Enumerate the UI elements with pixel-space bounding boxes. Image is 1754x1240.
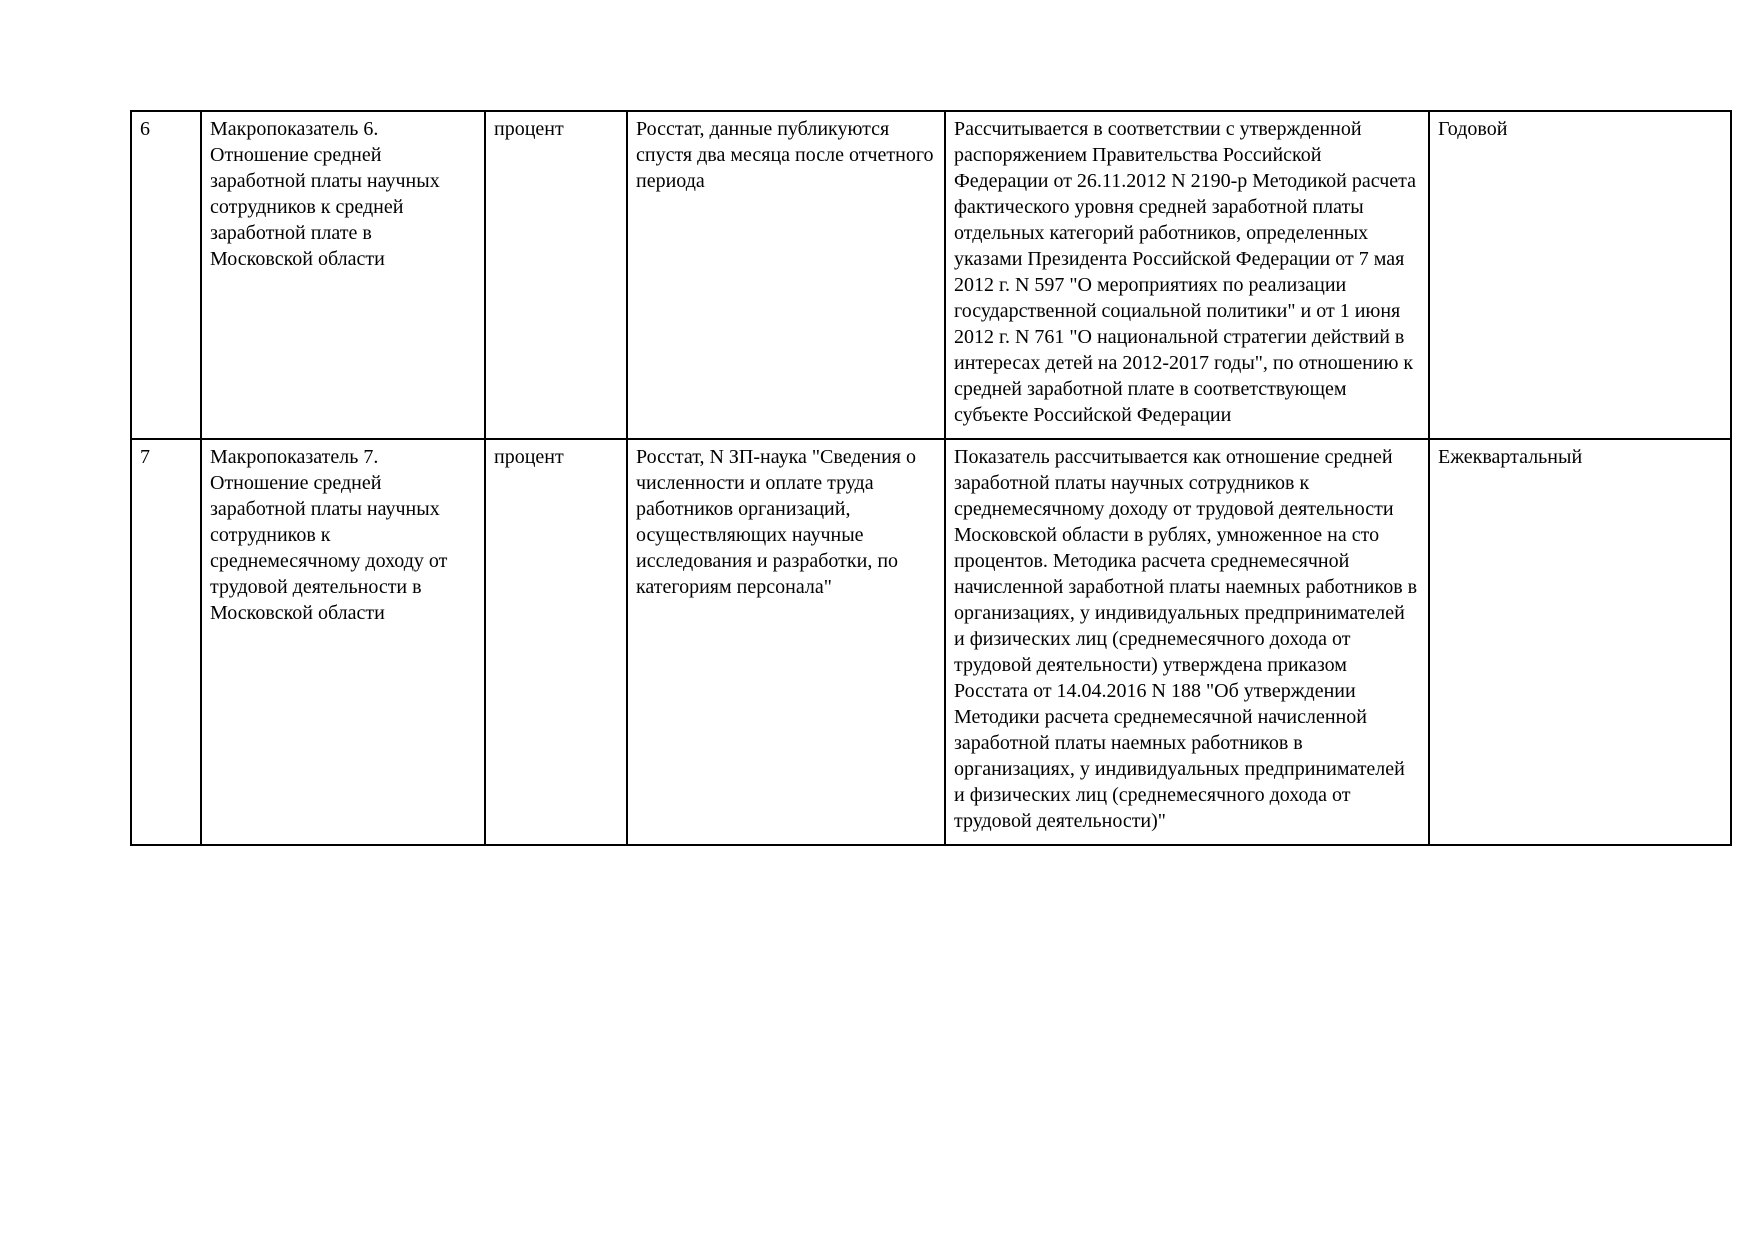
indicator-name-cell: Макропоказатель 6. Отношение средней заработной платы научных сотрудников к средней заработной плате в Московской области <box>201 111 485 439</box>
table-row <box>131 439 1731 845</box>
unit-cell: процент <box>485 111 627 439</box>
periodicity-cell: Годовой <box>1429 111 1731 439</box>
row-number-cell: 6 <box>131 111 201 439</box>
methodology-cell: Показатель рассчитывается как отношение средней заработной платы научных сотрудников к среднемесячному доходу от трудовой деятельности Московской области в рублях, умноженное на сто процентов. Методика расчета среднемесячной начисленной заработной платы наемных работников в организациях, у индивидуальных предпринимателей и физических лиц (среднемесячного дохода от трудовой деятельности) утверждена приказом Росстата от 14.04.2016 N 188 "Об утверждении Методики расчета среднемесячной начисленной заработной платы наемных работников в организациях, у индивидуальных предпринимателей и физических лиц (среднемесячного дохода от трудовой деятельности)" <box>945 439 1429 845</box>
data-source-cell: Росстат, данные публикуются спустя два месяца после отчетного периода <box>627 111 945 439</box>
unit-cell: процент <box>485 439 627 845</box>
methodology-cell: Рассчитывается в соответствии с утвержденной распоряжением Правительства Российской Федерации от 26.11.2012 N 2190-р Методикой расчета фактического уровня средней заработной платы отдельных категорий работников, определенных указами Президента Российской Федерации от 7 мая 2012 г. N 597 "О мероприятиях по реализации государственной социальной политики" и от 1 июня 2012 г. N 761 "О национальной стратегии действий в интересах детей на 2012-2017 годы", по отношению к средней заработной плате в соответствующем субъекте Российской Федерации <box>945 111 1429 439</box>
data-source-cell: Росстат, N ЗП-наука "Сведения о численности и оплате труда работников организаций, осуществляющих научные исследования и разработки, по категориям персонала" <box>627 439 945 845</box>
indicator-name-cell: Макропоказатель 7. Отношение средней заработной платы научных сотрудников к среднемесячному доходу от трудовой деятельности в Московской области <box>201 439 485 845</box>
periodicity-cell: Ежеквартальный <box>1429 439 1731 845</box>
indicators-table <box>130 110 1732 846</box>
row-number-cell: 7 <box>131 439 201 845</box>
table-row <box>131 111 1731 439</box>
